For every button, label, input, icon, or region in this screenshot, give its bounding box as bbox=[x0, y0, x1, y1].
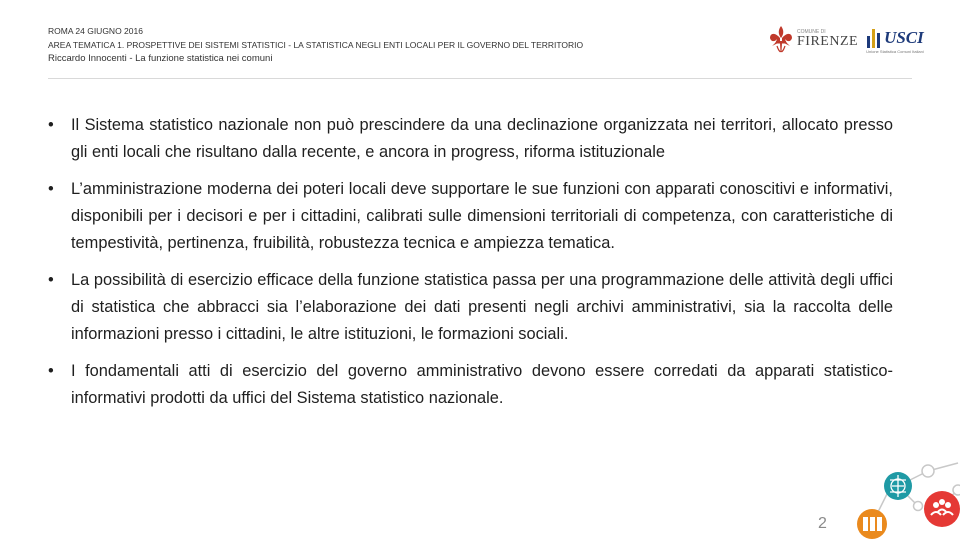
firenze-logo-small-text: COMUNE DI bbox=[797, 28, 826, 35]
bullet-list bbox=[48, 112, 893, 422]
fleur-de-lis-icon bbox=[768, 24, 794, 54]
header-author: Riccardo Innocenti - La funzione statistica nei comuni bbox=[48, 53, 273, 64]
bullet-item bbox=[48, 358, 893, 412]
bullet-dot: • bbox=[48, 362, 54, 380]
bullet-text: L’amministrazione moderna dei poteri locali deve supportare le sue funzioni con apparati conoscitivi e informativi, disponibili per i decisori e per i cittadini, calibrati sulle dimensioni territoriali di competenza, con caratteristiche di tempestività, pertinenza, fruibilità, robustezza tecnica e ampiezza tematica. bbox=[71, 180, 893, 252]
firenze-logo-text: FIRENZE bbox=[797, 33, 859, 49]
usci-logo-text: USCI bbox=[884, 28, 924, 47]
bar-chart-icon bbox=[866, 24, 882, 48]
network-decoration bbox=[840, 458, 960, 540]
slide-header bbox=[48, 24, 583, 66]
bullet-item bbox=[48, 176, 893, 257]
bullet-item bbox=[48, 112, 893, 166]
usci-logo-subtitle: Unione Statistica Comuni Italiani bbox=[866, 49, 924, 54]
header-theme: AREA TEMATICA 1. PROSPETTIVE DEI SISTEMI STATISTICI - LA STATISTICA NEGLI ENTI LOCALI PER IL GOVERNO DEL TERRITORIO bbox=[48, 40, 584, 50]
bullet-dot: • bbox=[48, 180, 54, 198]
bullet-item bbox=[48, 267, 893, 348]
bullet-text: La possibilità di esercizio efficace della funzione statistica passa per una programmazione delle attività degli uffici di statistica che abbracci sia l’elaborazione dei dati presenti negli archivi amministrativi, sia la raccolta delle informazioni presso i cittadini, le altre istituzioni, le formazioni sociali. bbox=[71, 271, 893, 343]
usci-logo bbox=[866, 24, 924, 54]
page-number: 2 bbox=[818, 515, 827, 532]
bullet-text: I fondamentali atti di esercizio del governo amministrativo devono essere corredati da apparati statistico-informativi prodotti da uffici del Sistema statistico nazionale. bbox=[71, 362, 893, 407]
bullet-dot: • bbox=[48, 116, 54, 134]
bullet-text: Il Sistema statistico nazionale non può prescindere da una declinazione organizzata nei territori, allocato presso gli enti locali che risultano dalla recente, e ancora in progress, riforma istituzionale bbox=[71, 116, 893, 161]
bullet-dot: • bbox=[48, 271, 54, 289]
header-divider bbox=[48, 78, 912, 79]
connector-node bbox=[953, 485, 960, 495]
firenze-logo bbox=[768, 24, 858, 54]
header-date: ROMA 24 GIUGNO 2016 bbox=[48, 26, 143, 36]
connector-node bbox=[922, 465, 934, 477]
logo-group bbox=[768, 24, 924, 54]
connector-node bbox=[914, 502, 923, 511]
